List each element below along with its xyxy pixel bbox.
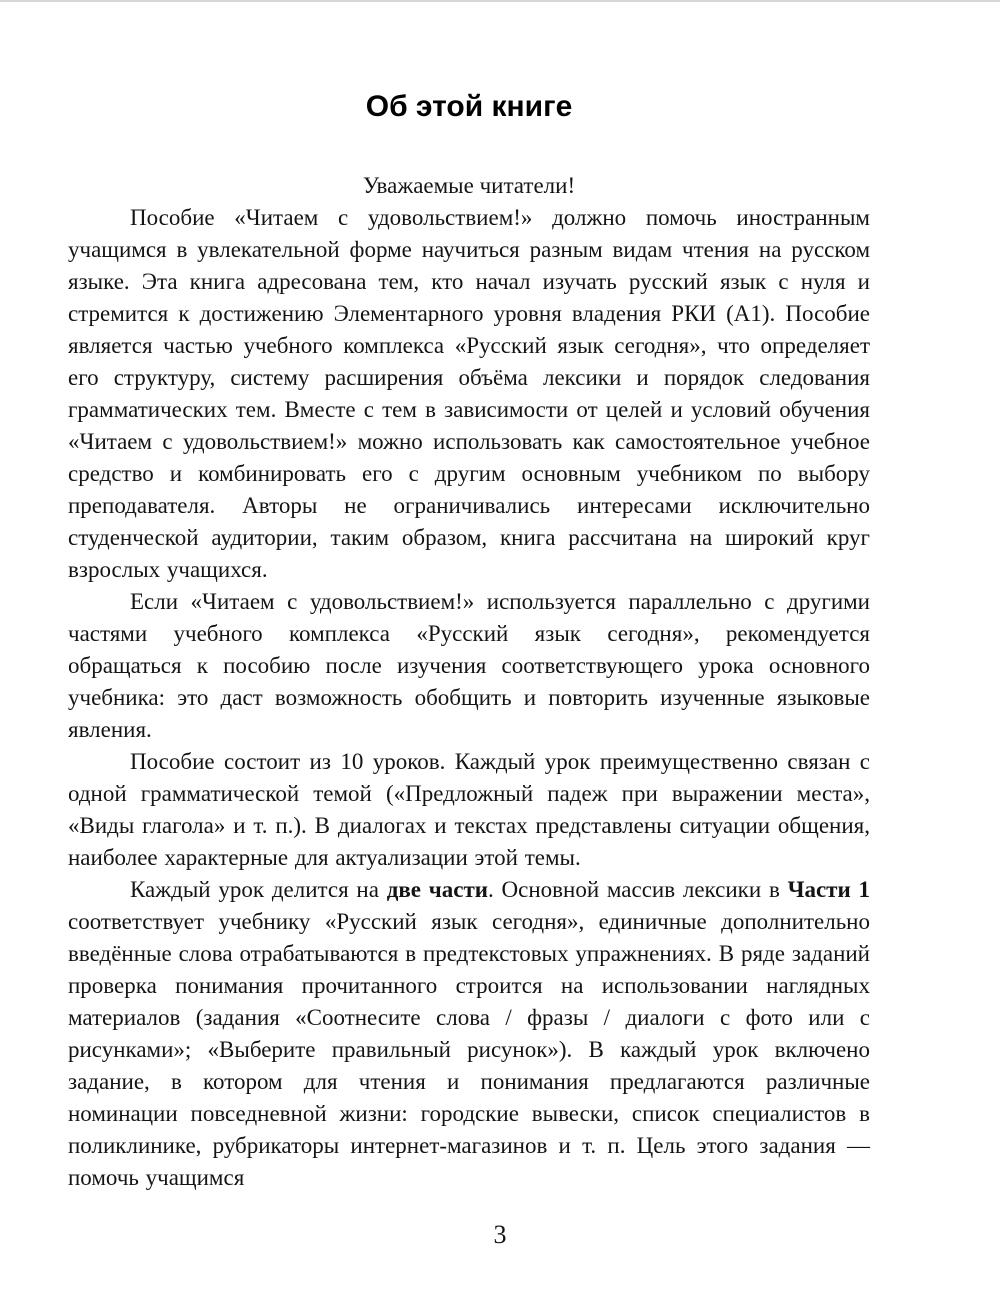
paragraph-2: Если «Читаем с удовольствием!» используется параллельно с другими частями учебного комплекса «Русский язык сегодня», рекомендуется обращаться к пособию после изучения соответствующего урока основного учебника: это даст возможность обобщить и повторить изученные языковые явления. [68, 589, 870, 742]
page-number: 3 [493, 1220, 507, 1249]
text-block [68, 2, 870, 1194]
paragraph-4-text: . Основной массив лексики в [488, 877, 788, 902]
paragraph-4-text: соответствует учебнику «Русский язык сегодня», единичные дополнительно введённые слова отрабатываются в предтекстовых упражнениях. В ряде заданий проверка понимания прочитанного строится на использовании наглядных материалов (задания «Соотнесите слова / фразы / диалоги с фото или с рисунками»; «Выберите правильный рисунок»). В каждый урок включено задание, в котором для чтения и понимания предлагаются различные номинации повседневной жизни: городские вывески, список специалистов в поликлинике, рубрикаторы интернет-магазинов и т. п. Цель этого задания — помочь учащимся [68, 909, 870, 1190]
paragraph-1: Пособие «Читаем с удовольствием!» должно помочь иностранным учащимся в увлекательной форме научиться разным видам чтения на русском языке. Эта книга адресована тем, кто начал изучать русский язык с нуля и стремится к достижению Элементарного уровня владения РКИ (А1). Пособие является частью учебного комплекса «Русский язык сегодня», что определяет его структуру, систему расширения объёма лексики и порядок следования грамматических тем. Вместе с тем в зависимости от целей и условий обучения «Читаем с удовольствием!» можно использовать как самостоятельное учебное средство и комбинировать его с другим основным учебником по выбору преподавателя. Авторы не ограничивались интересами исключительно студенческой аудитории, таким образом, книга рассчитана на широкий круг взрослых учащихся. [68, 205, 870, 582]
paragraph-4 [68, 874, 870, 1194]
paragraph-3: Пособие состоит из 10 уроков. Каждый урок преимущественно связан с одной грамматической темой («Предложный падеж при выражении места», «Виды глагола» и т. п.). В диалогах и текстах представлены ситуации общения, наиболее характерные для актуализации этой темы. [68, 749, 870, 870]
paragraph-4-text: Каждый урок делится на [130, 877, 387, 902]
page-title: Об этой книге [365, 90, 573, 123]
bold-term-part-1: Части 1 [787, 877, 870, 902]
salutation-line: Уважаемые читатели! [362, 173, 576, 198]
bold-term-two-parts: две части [386, 877, 488, 902]
